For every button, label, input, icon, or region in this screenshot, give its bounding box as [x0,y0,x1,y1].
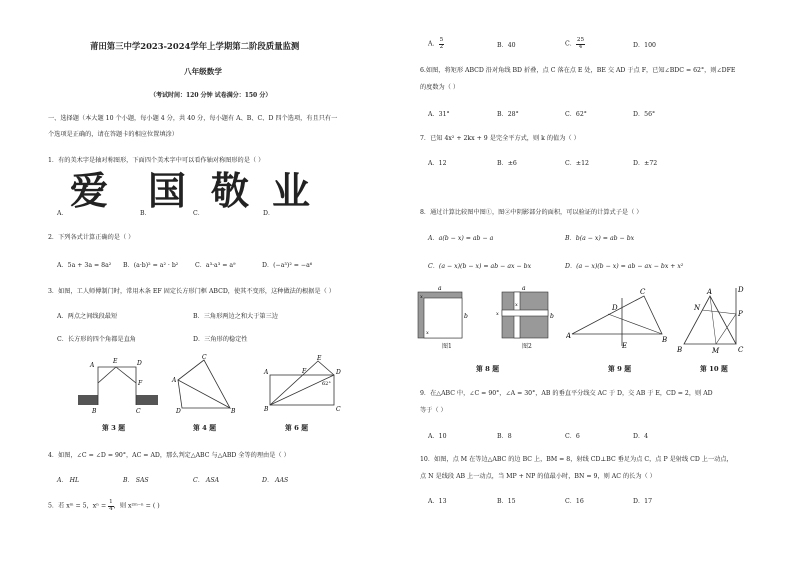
q5-option-c-label: C． [565,40,576,48]
q10-option-c: C．16 [565,498,584,505]
q5-stem-end: ，则 x²ᵐ⁻ⁿ = ( ) [113,502,160,510]
q10-stem: 10．如图，点 M 在等边△ABC 的边 BC 上，BM = 8，射线 CD⊥BC 垂足为点 C，点 P 是射线 CD 上一动点， [420,456,733,463]
triangle-abc [572,296,662,334]
fig3-label-f: F [138,380,143,387]
figure-4 [170,352,240,414]
fig2-caption: 图2 [522,343,532,350]
q1-label-c: C． [193,210,204,217]
fig6-label-e: E [317,355,322,362]
q5-option-c-denominator: 4 [578,43,583,50]
fig10-label-b: B [677,346,683,354]
q5-option-c [565,38,585,50]
fig3-label-e: E [113,358,118,365]
fig3-label-a: A [90,362,95,369]
fig10-label-a: A [707,288,713,296]
q5-option-c-fraction [576,38,585,50]
q2-option-b: B．(a·b)² = a² · b² [123,262,179,269]
q5-option-c-numerator: 25 [576,37,585,43]
fig1-caption: 图1 [442,343,452,350]
q5-frac-denominator: 4 [109,505,113,512]
fig1-label-a: a [438,285,442,292]
fig3-caption: 第 3 题 [102,424,126,432]
q4-option-d: D． AAS [262,477,289,484]
q2-stem: 2．下列各式计算正确的是（ ） [48,234,135,241]
q5-stem-start: 5．若 xᵐ = 5，xⁿ = [48,502,109,510]
diagonal-bd [270,375,334,405]
fig6-label-d: D [336,369,341,376]
q1-char-b: 国 [148,169,187,213]
q8-option-b: B．b(a − x) = ab − bx [565,235,635,242]
fig8-caption: 第 8 题 [476,365,500,373]
q4-option-b: B． SAS [123,477,149,484]
q7-stem: 7．已知 4x² + 2kx + 9 是完全平方式，则 k 的值为（ ） [420,135,580,142]
fig9-label-b: B [662,336,668,344]
fig1-inner-rect [424,298,462,338]
q4-option-c: C． ASA [193,477,220,484]
figure-8-image-2 [494,284,554,348]
q5-option-d: D．100 [633,42,656,49]
fig4-label-a: A [172,377,177,384]
fig6-angle-label: 62° [322,381,331,387]
q1-label-d: D． [263,210,275,217]
q7-option-b: B．±6 [497,160,517,167]
figure-3 [76,355,160,417]
fig4-caption: 第 4 题 [193,424,217,432]
q3-stem: 3．如图，工人师傅制门时，常用木条 EF 固定长方形门框 ABCD，使其不变形，这种做法的根据是（ ） [48,288,335,295]
fig3-label-d: D [137,360,142,367]
fig6-label-b: B [264,406,269,413]
q6-stem-cont: 的度数为（ ） [420,84,460,91]
fig10-label-p: P [738,310,743,318]
fig6-label-c: C [336,406,341,413]
wall-right [136,395,158,405]
fig3-label-c: C [136,408,141,415]
q4-option-a: A． HL [57,477,80,484]
q1-char-d: 业 [272,169,311,213]
wall-left [78,395,98,405]
brace-ef-right [116,367,136,383]
fig6-label-a: A [264,369,269,376]
q4-stem: 4．如图，∠C = ∠D = 90°，AC = AD，那么判定△ABC 与△ABD 全等的理由是（ ） [48,452,290,459]
fig4-label-b: B [231,408,236,414]
fig2-label-a: a [522,285,526,292]
q3-option-a: A．两点之间线段最短 [57,313,118,320]
fig10-caption: 第 10 题 [700,365,728,373]
fig1-label-x-side: x [426,330,429,336]
figure-8-image-1 [414,284,470,348]
q1-char-c: 敬 [211,169,250,213]
q6-stem: 6.如图，将矩形 ABCD 沿对角线 BD 折叠，点 C 落在点 E 处，BE 交 AD 于点 F，已知∠BDC = 62°，则∠DFE [420,67,736,74]
fig9-caption: 第 9 题 [608,365,632,373]
q7-option-a: A．12 [428,160,447,167]
q1-char-a: 爱 [70,169,109,213]
triangle-abc [684,296,736,344]
q6-option-a: A．31° [428,111,450,118]
q5-option-a [428,38,444,50]
q8-option-a: A．a(b − x) = ab − a [428,235,494,242]
triangle-abc [178,360,230,408]
q3-option-b: B．三角形两边之和大于第三边 [193,313,278,320]
fig1-label-b: b [464,313,468,320]
fig2-label-b: b [550,313,554,320]
exam-title: 莆田第三中学2023-2024学年上学期第二阶段质量监测 [90,41,300,51]
q6-option-c: C．62° [565,111,587,118]
fig9-label-d: D [612,304,618,312]
fig9-label-e: E [622,342,628,350]
q3-option-d: D．三角形的稳定性 [193,336,248,343]
fig3-label-b: B [92,408,97,415]
segment-am [710,296,716,344]
q7-option-d: D．±72 [633,160,658,167]
q1-stem: 1．有的美术字是轴对称图形，下面四个美术字中可以看作轴对称图形的是（ ） [48,157,265,164]
q5-frac-numerator: 1 [109,499,113,505]
q2-option-d: D．(−a³)² = −a⁶ [262,262,313,269]
q10-stem-cont: 点 N 是线段 AB 上一动点，当 MP + NP 的值最小时，BN = 9，则 AC 的长为（ ） [420,473,656,480]
fig9-label-a: A [566,332,572,340]
q9-option-d: D．4 [633,433,649,440]
subject-title: 八年级数学 [184,67,222,76]
fig4-label-d: D [176,408,181,414]
exam-info: （考试时间：120 分钟 试卷满分：150 分） [150,92,272,99]
fig2-label-x-top: x [515,302,518,308]
path-n-p-m [702,310,736,344]
brace-ef-left [98,367,116,383]
q5-stem [48,500,160,512]
fig6-label-f: F [302,368,307,375]
q5-option-a-denominator: 2 [439,43,444,50]
fig4-label-c: C [202,354,207,361]
q7-option-c: C．±12 [565,160,589,167]
fig9-label-c: C [640,288,646,296]
q3-option-c: C．长方形的四个角都是直角 [57,336,136,343]
figure-6 [262,355,344,413]
door-frame [98,367,136,405]
q10-option-a: A．13 [428,498,447,505]
fig1-label-x-top: x [420,294,423,300]
fig2-horizontal-strip [502,310,548,316]
q2-option-c: C．a³·a³ = a⁹ [195,262,236,269]
q1-label-b: B． [140,210,151,217]
figure-10 [676,284,752,354]
q10-option-d: D．17 [633,498,653,505]
q9-option-c: C．6 [565,433,580,440]
fig2-label-x-side: x [496,311,499,317]
q8-option-c: C．(a − x)(b − x) = ab − ax − bx [428,263,532,270]
q9-stem: 9．在△ABC 中，∠C = 90°，∠A = 30°，AB 的垂直平分线交 AC 于 D，交 AB 于 E，CD = 2，则 AD [420,390,713,397]
q5-option-a-fraction [439,38,445,50]
section-heading: 一、选择题（本大题 10 个小题，每小题 4 分，共 40 分，每小题有 A、B、C、D 四个选项，有且只有一 [48,115,338,122]
fig10-label-d: D [738,286,744,294]
q9-stem-cont: 等于（ ） [420,407,447,414]
q9-option-b: B．8 [497,433,512,440]
fig10-label-m: M [712,347,720,354]
q1-label-a: A． [57,210,68,217]
q2-option-a: A．5a + 3a = 8a² [57,262,112,269]
q9-option-a: A．10 [428,433,447,440]
q8-stem: 8．通过计算比较图中图①，图②中阴影部分的面积，可以验证的计算式子是（ ） [420,209,643,216]
q10-option-b: B．15 [497,498,516,505]
q8-option-d: D．(a − x)(b − x) = ab − ax − bx + x² [565,263,684,270]
q5-option-b: B．40 [497,42,516,49]
q6-option-d: D．56° [633,111,656,118]
q5-option-a-numerator: 5 [439,37,444,43]
fig6-caption: 第 6 题 [285,424,309,432]
fig10-label-n: N [694,304,701,312]
section-heading-cont: 个选项是正确的，请在答题卡的相应位置填涂） [48,131,178,138]
q5-option-a-label: A． [428,40,439,48]
figure-9 [566,284,670,350]
fig10-label-c: C [738,346,744,354]
q6-option-b: B．28° [497,111,519,118]
